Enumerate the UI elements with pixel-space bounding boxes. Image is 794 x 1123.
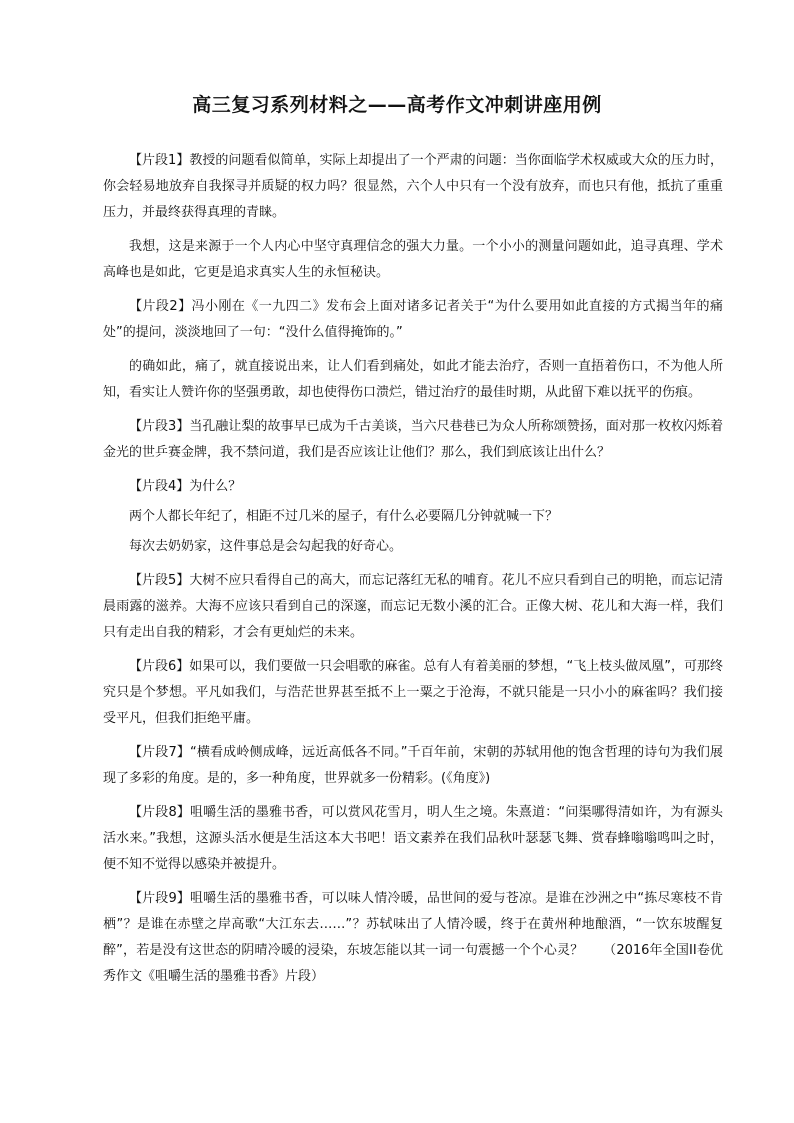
document-title: 高三复习系列材料之——高考作文冲刺讲座用例 [192,94,602,116]
paragraph-fragment-6: 【片段6】如果可以，我们要做一只会唱歌的麻雀。总有人有着美丽的梦想，“飞上枝头做凤凰”，可那终究只是个梦想。平凡如我们，与浩茫世界甚至抵不上一粟之于沧海，不就只能是一只小小的麻雀吗？我们接受平凡，但我们拒绝平庸。 [103,659,723,726]
paragraph-fragment-4-line-3: 每次去奶奶家，这件事总是会勾起我的好奇心。 [129,539,403,554]
paragraph-fragment-5: 【片段5】大树不应只看得自己的高大，而忘记落红无私的哺育。花儿不应只看到自己的明艳，而忘记清晨雨露的滋养。大海不应该只看到自己的深邃，而忘记无数小溪的汇合。正像大树、花儿和大海一样，我们只有走出自我的精彩，才会有更灿烂的未来。 [103,573,723,640]
paragraph-fragment-1-continued: 我想，这是来源于一个人内心中坚守真理信念的强大力量。一个小小的测量问题如此，追寻真理、学术高峰也是如此，它更是追求真实人生的永恒秘诀。 [103,239,723,280]
paragraph-fragment-4: 【片段4】为什么？ [129,479,242,494]
paragraph-fragment-1: 【片段1】教授的问题看似简单，实际上却提出了一个严肃的问题：当你面临学术权威或大众的压力时，你会轻易地放弃自我探寻并质疑的权力吗？很显然，六个人中只有一个没有放弃，而也只有他，抵抗了重重压力，并最终获得真理的青睐。 [103,153,723,220]
document-body [103,148,723,998]
paragraph-fragment-3: 【片段3】当孔融让梨的故事早已成为千古美谈，当六尺巷巷已为众人所称颂赞扬，面对那一枚枚闪烁着金光的世乒赛金牌，我不禁问道，我们是否应该让让他们？那么，我们到底该让出什么？ [103,419,723,460]
paragraph-fragment-9: 【片段9】咀嚼生活的墨雅书香，可以味人情冷暖，品世间的爱与苍凉。是谁在沙洲之中“拣尽寒枝不肯栖”？是谁在赤壁之岸高歌“大江东去……”？苏轼味出了人情冷暖，终于在黄州种地酿酒，“一饮东坡醒复醉”，若是没有这世态的阴晴冷暖的浸染，东坡怎能以其一词一句震撼一个个心灵？ （2016年全国II卷优秀作文《咀嚼生活的墨雅书香》片段） [103,891,723,984]
paragraph-fragment-7: 【片段7】“横看成岭侧成峰，远近高低各不同。”千百年前，宋朝的苏轼用他的饱含哲理的诗句为我们展现了多彩的角度。是的，多一种角度，世界就多一份精彩。(《角度》) [103,745,723,786]
paragraph-fragment-2: 【片段2】冯小刚在《一九四二》发布会上面对诸多记者关于“为什么要用如此直接的方式揭当年的痛处”的提问，淡淡地回了一句：“没什么值得掩饰的。” [103,299,723,340]
paragraph-fragment-2-continued: 的确如此，痛了，就直接说出来，让人们看到痛处，如此才能去治疗，否则一直捂着伤口，不为他人所知，看实让人赞许你的坚强勇敢，却也使得伤口溃烂，错过治疗的最佳时期，从此留下难以抚平的伤痕。 [103,359,723,400]
paragraph-fragment-4-line-2: 两个人都长年纪了，相距不过几米的屋子，有什么必要隔几分钟就喊一下？ [129,509,559,524]
paragraph-fragment-8: 【片段8】咀嚼生活的墨雅书香，可以赏风花雪月，明人生之境。朱熹道：“问渠哪得清如许，为有源头活水来。”我想，这源头活水便是生活这本大书吧！语文素养在我们品秋叶瑟瑟飞舞、赏春蜂嗡嗡鸣叫之时，便不知不觉得以感染并被提升。 [103,805,723,872]
